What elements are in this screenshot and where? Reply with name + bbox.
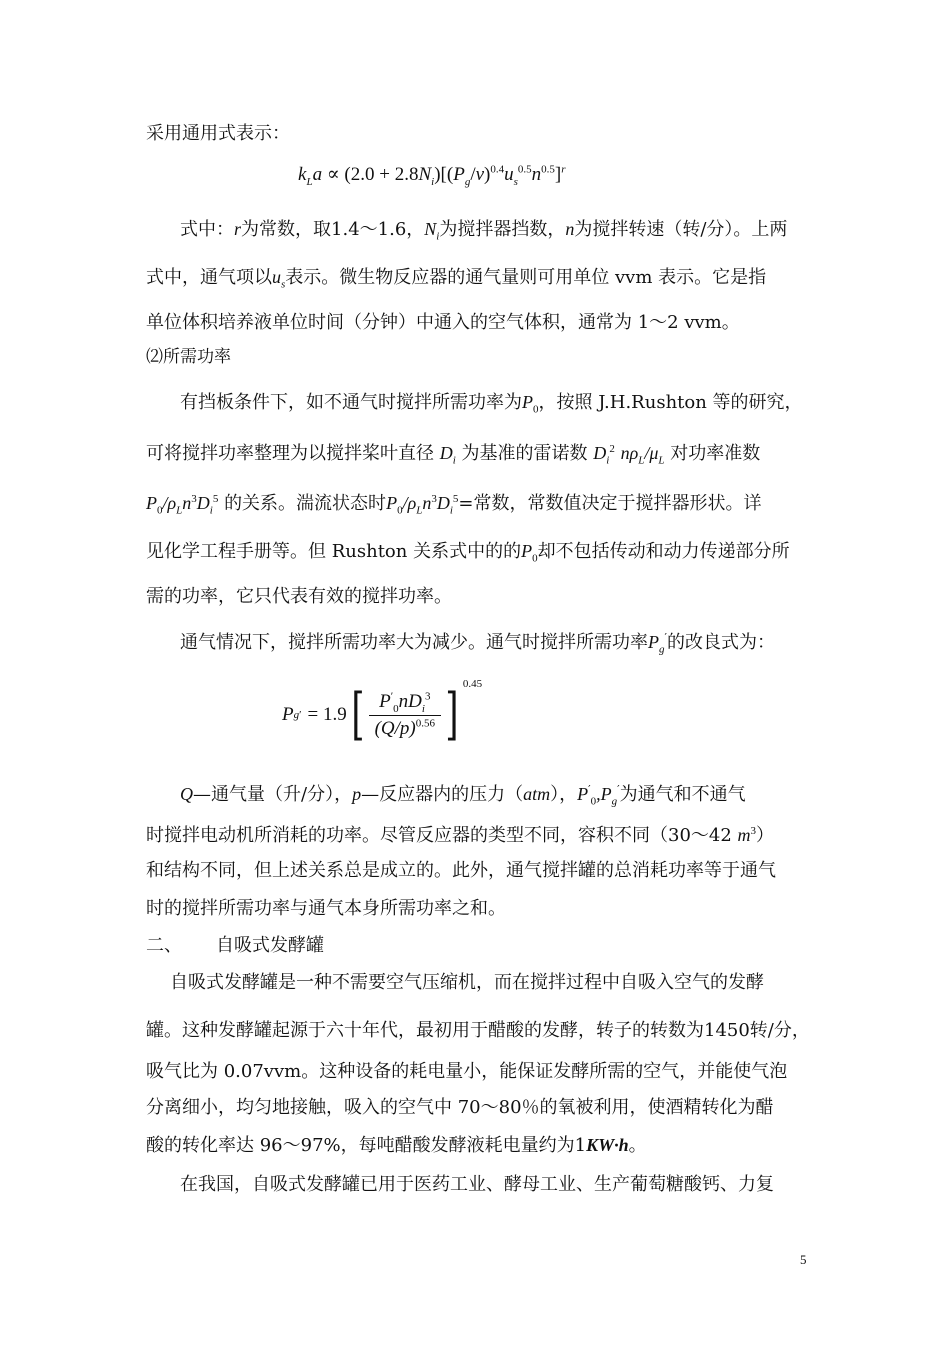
line-2: 式中：r为常数，取1.4～1.6，$N_i$为搅拌器挡数，n为搅拌转速（转/分）。上两 [180, 219, 788, 243]
line-11: 通气情况下，搅拌所需功率大为减少。通气时搅拌所需功率$P_g'$的改良式为： [180, 631, 775, 656]
page-number: 5 [800, 1252, 807, 1267]
equation-kla: $k_La \propto (2.0 + 2.8N_i)[(P_g/v)^{0.4}u_s^{0.5}n^{0.5}]^r$ [298, 163, 566, 188]
line-20: 分离细小，均匀地接触，吸入的空气中 70～80％的氧被利用，使酒精转化为醋 [146, 1097, 774, 1118]
line-17: 自吸式发酵罐是一种不需要空气压缩机，而在搅拌过程中自吸入空气的发酵 [170, 972, 764, 993]
line-9: 见化学工程手册等。但 Rushton 关系式中的的$P_0$却不包括传动和动力传递部分所 [146, 541, 790, 565]
line-12: Q—通气量（升/分），p—反应器内的压力（atm），$P'_0,P_g'$为通气和不通气 [180, 783, 746, 808]
line-19: 吸气比为 0.07vvm。这种设备的耗电量小，能保证发酵所需的空气，并能使气泡 [146, 1061, 788, 1082]
line-1: 采用通用式表示： [146, 123, 290, 144]
line-15: 时的搅拌所需功率与通气本身所需功率之和。 [146, 898, 506, 919]
line-18: 罐。这种发酵罐起源于六十年代，最初用于醋酸的发酵，转子的转数为1450转/分， [146, 1020, 810, 1041]
section-heading-power: ⑵所需功率 [146, 347, 231, 367]
section-heading-self-priming: 二、 自吸式发酵罐 [146, 935, 324, 956]
line-8: $P_0/\rho_Ln^3D_i^5$ 的关系。湍流状态时$P_0/\rho_Ln^3D_i^5=$常数，常数值决定于搅拌器形状。详 [146, 493, 762, 517]
equation-pg: P g ′ = 1.9 [ $\frac{P'_0nD_i^3}{(Q/p)^{0.56}}$ ] 0.45 [282, 678, 483, 747]
line-13: 时搅拌电动机所消耗的功率。尽管反应器的类型不同，容积不同（30～42 $m^3$） [146, 825, 775, 846]
line-6: 有挡板条件下，如不通气时搅拌所需功率为$P_0$，按照 J.H.Rushton 等的研究， [180, 392, 803, 416]
line-10: 需的功率，它只代表有效的搅拌功率。 [146, 586, 452, 607]
line-21: 酸的转化率达 96～97%，每吨醋酸发酵液耗电量约为1KW·h。 [146, 1135, 647, 1156]
line-14: 和结构不同，但上述关系总是成立的。此外，通气搅拌罐的总消耗功率等于通气 [146, 860, 776, 881]
line-3: 式中，通气项以$u_s$表示。微生物反应器的通气量则可用单位 vvm 表示。它是指 [146, 267, 767, 291]
line-7: 可将搅拌功率整理为以搅拌桨叶直径 $D_i$ 为基准的雷诺数 $D_i^2$ $n\rho_L/\mu_L$ 对功率准数 [146, 443, 761, 467]
line-22: 在我国，自吸式发酵罐已用于医药工业、酵母工业、生产葡萄糖酸钙、力复 [180, 1174, 774, 1195]
line-4: 单位体积培养液单位时间（分钟）中通入的空气体积，通常为 1～2 vvm。 [146, 312, 740, 333]
